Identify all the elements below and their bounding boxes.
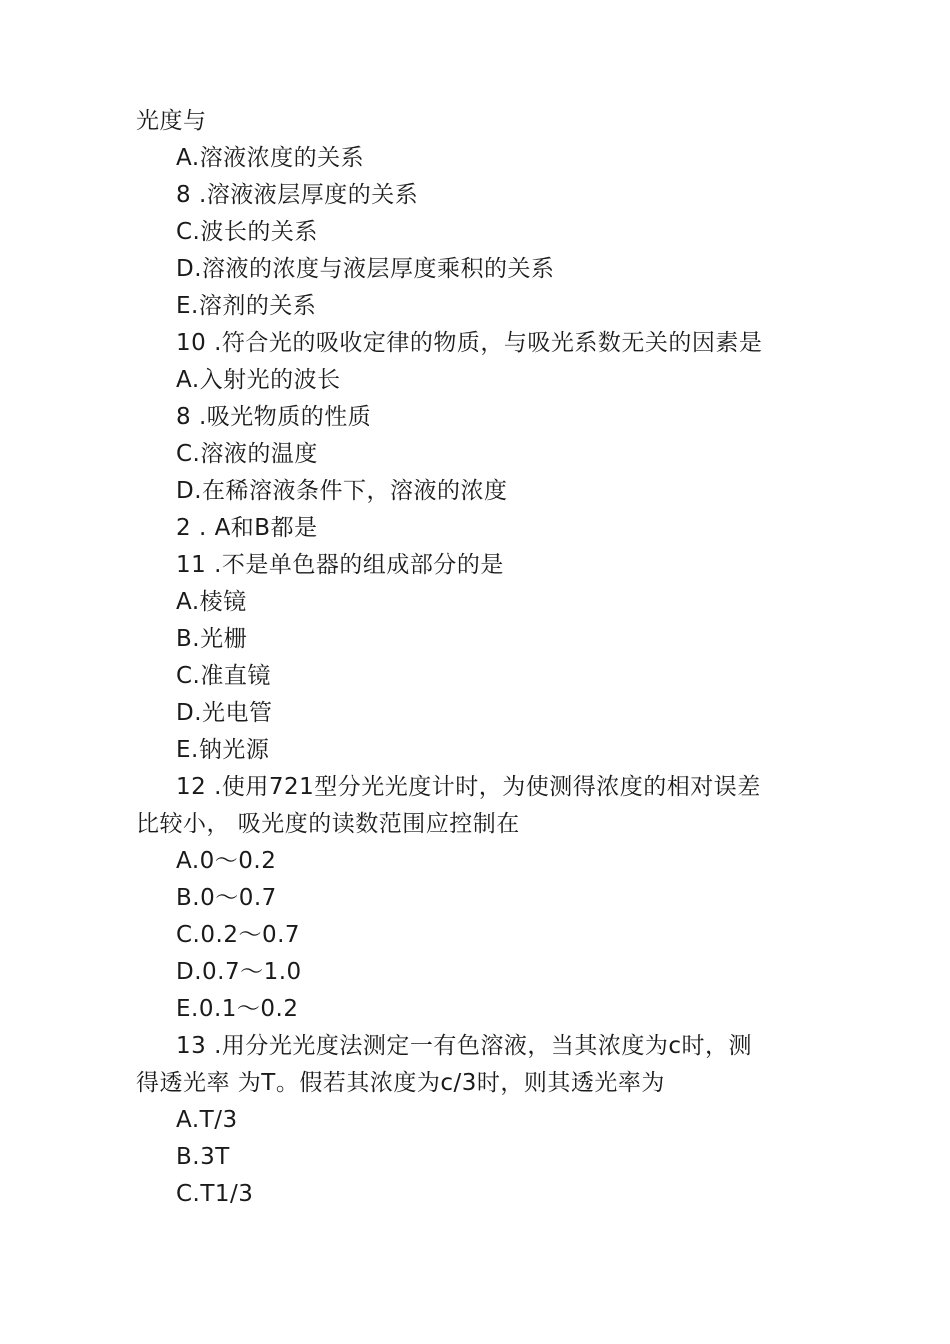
option-line: C.T1/3 (176, 1181, 254, 1207)
option-line: A.T/3 (176, 1107, 238, 1133)
option-line: C.准直镜 (176, 663, 271, 689)
option-line: C.0.2～0.7 (176, 922, 301, 948)
option-line: B.3T (176, 1144, 230, 1170)
option-line: A.溶液浓度的关系 (176, 145, 365, 171)
option-line: C.溶液的温度 (176, 441, 318, 467)
option-line: C.波长的关系 (176, 219, 318, 245)
option-line: B.光栅 (176, 626, 248, 652)
option-line: 8 .吸光物质的性质 (176, 404, 372, 430)
option-line: 8 .溶液液层厚度的关系 (176, 182, 419, 208)
option-line: 2 . A和B都是 (176, 515, 318, 541)
question-line: 13 .用分光光度法测定一有色溶液，当其浓度为c时，测 (176, 1033, 753, 1059)
option-line: D.溶液的浓度与液层厚度乘积的关系 (176, 256, 555, 282)
text-line: 光度与 (136, 108, 207, 134)
option-line: D.在稀溶液条件下，溶液的浓度 (176, 478, 508, 504)
option-line: E.钠光源 (176, 737, 270, 763)
option-line: D.0.7～1.0 (176, 959, 302, 985)
question-line: 12 .使用721型分光光度计时，为使测得浓度的相对误差 (176, 774, 761, 800)
option-line: D.光电管 (176, 700, 273, 726)
option-line: B.0～0.7 (176, 885, 277, 911)
option-line: A.0～0.2 (176, 848, 277, 874)
question-line: 11 .不是单色器的组成部分的是 (176, 552, 504, 578)
option-line: A.入射光的波长 (176, 367, 341, 393)
option-line: A.棱镜 (176, 589, 247, 615)
question-line: 10 .符合光的吸收定律的物质，与吸光系数无关的因素是 (176, 330, 763, 356)
question-line-continued: 得透光率 为T。假若其浓度为c/3时，则其透光率为 (136, 1070, 665, 1096)
question-line-continued: 比较小， 吸光度的读数范围应控制在 (136, 811, 520, 837)
option-line: E.溶剂的关系 (176, 293, 317, 319)
option-line: E.0.1～0.2 (176, 996, 299, 1022)
